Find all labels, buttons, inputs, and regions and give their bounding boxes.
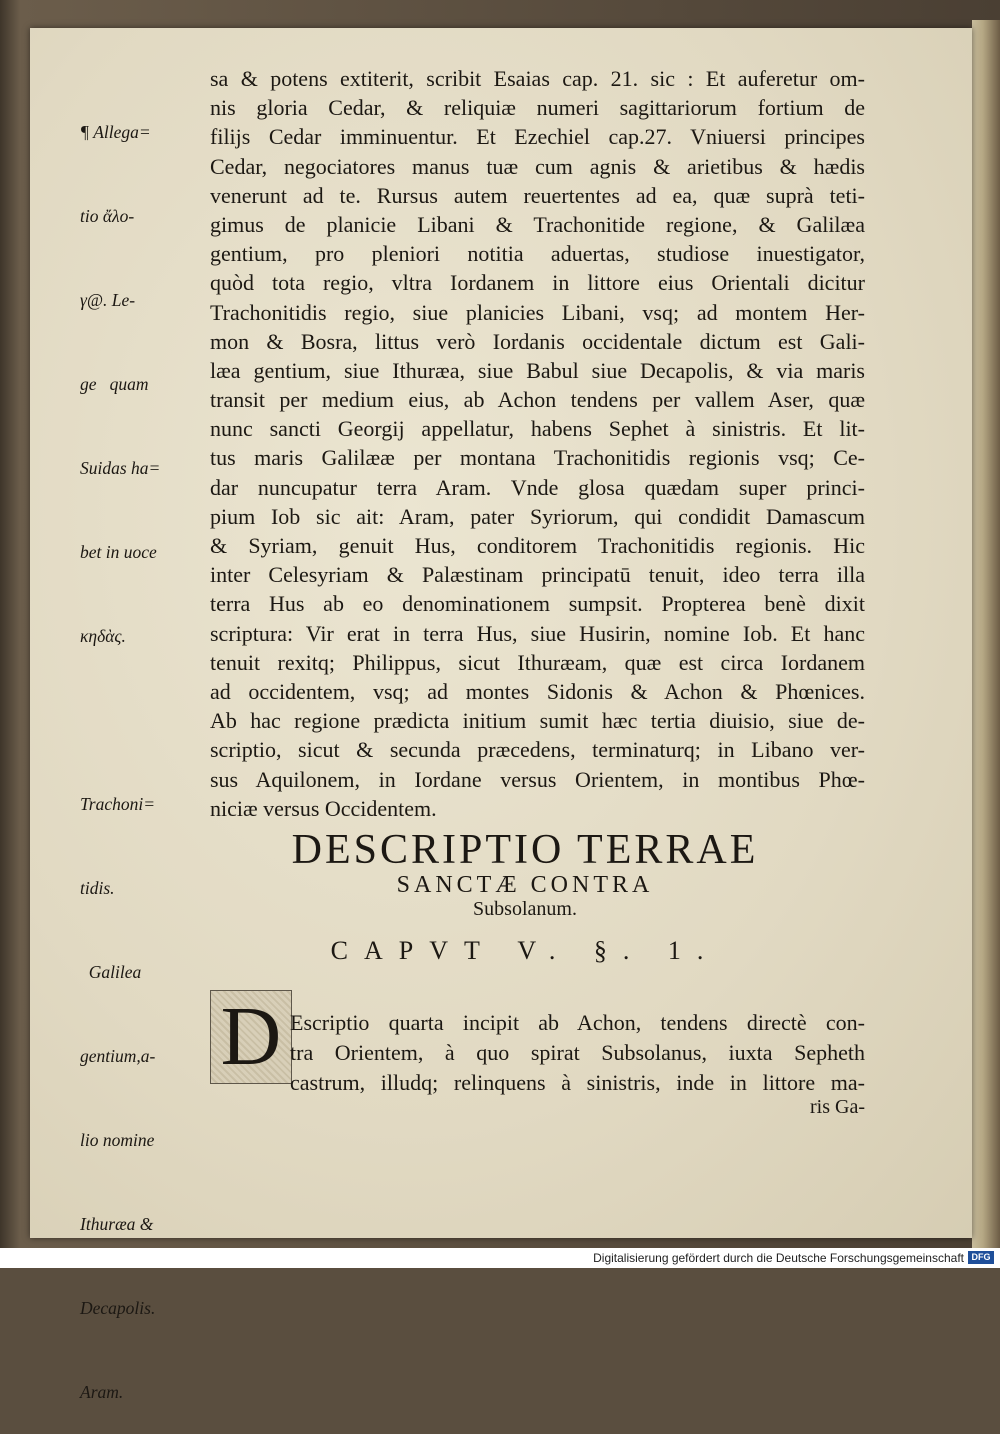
- text-line: gimus de planicie Libani & Trachonitide regione, & Galilæa: [210, 211, 865, 237]
- margin-note: Decapolis.: [80, 1298, 156, 1318]
- text-line: Trachonitidis regio, siue planicies Libani, vsq; ad montem Her-: [210, 299, 865, 325]
- text-line: filijs Cedar imminuentur. Et Ezechiel cap.27. Vniuersi principes: [210, 124, 865, 150]
- margin-note: ge quam: [80, 374, 149, 394]
- text-line: inter Celesyriam & Palæstinam principatū tenuit, ideo terra illa: [210, 562, 865, 588]
- margin-note: [80, 706, 210, 734]
- text-line: læa gentium, siue Ithuræa, siue Babul siue Decapolis, & via maris: [210, 357, 865, 383]
- body-paragraph: [210, 64, 865, 823]
- text-line: Cedar, negociatores manus tuæ cum agnis & arietibus & hædis: [210, 153, 865, 179]
- text-line: scriptio, sicut & secunda præcedens, terminaturq; in Libano ver-: [210, 737, 865, 763]
- text-line: nis gloria Cedar, & reliquiæ numeri sagittariorum fortium de: [210, 95, 865, 121]
- text-line: tenuit rexitq; Philippus, sicut Ithuræam, quæ est circa Iordanem: [210, 649, 865, 675]
- margin-note: Suidas ha=: [80, 458, 161, 478]
- text-line: Ab hac regione prædicta initium sumit hæc tertia diuisio, siue de-: [210, 708, 865, 734]
- dfg-logo-icon: DFG: [968, 1251, 994, 1264]
- text-line: tra Orientem, à quo spirat Subsolanus, iuxta Sepheth: [290, 1040, 865, 1065]
- text-line: gentium, pro pleniori notitia aduertas, studiose inuestigator,: [210, 241, 865, 267]
- section-subtitle: SANCTÆ CONTRA: [396, 872, 654, 898]
- page-edge: [972, 20, 1000, 1248]
- chapter-heading: CAPVT V. §. 1.: [330, 936, 720, 965]
- margin-note: Galilea: [80, 962, 142, 982]
- section-title: DESCRIPTIO TERRAE: [291, 827, 759, 873]
- text-line: nunc sancti Georgij appellatur, habens Sephet à sinistris. Et lit-: [210, 416, 865, 442]
- margin-note: γ@. Le-: [80, 290, 136, 310]
- text-line: pium Iob sic ait: Aram, pater Syriorum, qui condidit Damascum: [210, 503, 865, 529]
- margin-notes: [80, 62, 210, 1434]
- text-line: sus Aquilonem, in Iordane versus Orientem, in montibus Phœ-: [210, 766, 865, 792]
- margin-note: ¶ Allega=: [80, 122, 151, 142]
- text-line: tus maris Galilææ per montana Trachonitidis regionis vsq; Ce-: [210, 445, 865, 471]
- funding-credit: Digitalisierung gefördert durch die Deutsche Forschungsgemeinschaft: [593, 1251, 964, 1265]
- text-line: sa & potens extiterit, scribit Esaias cap. 21. sic : Et auferetur om-: [210, 66, 865, 91]
- margin-note: tidis.: [80, 878, 115, 898]
- text-line: ad occidentem, vsq; ad montes Sidonis & Achon & Phœnices.: [210, 678, 865, 704]
- text-line: scriptura: Vir erat in terra Hus, siue Husirin, nomine Iob. Et hanc: [210, 620, 865, 646]
- text-line: mon & Bosra, littus verò Iordanis occidentale dictum est Gali-: [210, 328, 865, 354]
- text-line: transit per medium eius, ab Achon tendens per vallem Aser, quæ: [210, 387, 865, 413]
- text-line: terra Hus ab eo denominationem sumpsit. Propterea benè dixit: [210, 591, 865, 617]
- text-line: castrum, illudq; relinquens à sinistris, inde in littore ma-: [290, 1070, 865, 1095]
- margin-note: Ithuræa &: [80, 1214, 154, 1234]
- margin-note: lio nomine: [80, 1130, 155, 1150]
- margin-note: Trachoni=: [80, 794, 156, 814]
- margin-note: κηδὰς.: [80, 626, 126, 646]
- text-line: niciæ versus Occidentem.: [210, 795, 437, 821]
- text-line: & Syriam, genuit Hus, conditorem Trachonitidis regionis. Hic: [210, 533, 865, 558]
- text-line: quòd tota regio, vltra Iordanem in littore eius Orientali dicitur: [210, 270, 865, 296]
- text-line: dar nuncupatur terra Aram. Vnde glosa quædam super princi-: [210, 474, 865, 500]
- text-line: venerunt ad te. Rursus autem reuertentes ad ea, quæ suprà teti-: [210, 182, 865, 208]
- section-subtitle-2: Subsolanum.: [473, 898, 577, 920]
- chapter-paragraph: [290, 1008, 865, 1098]
- margin-note: tio ἄλο-: [80, 206, 135, 226]
- decorated-initial: D: [210, 990, 292, 1084]
- margin-note: bet in uoce: [80, 542, 157, 562]
- margin-note: gentium,a-: [80, 1046, 156, 1066]
- catchword: ris Ga-: [810, 1096, 865, 1118]
- text-line: Escriptio quarta incipit ab Achon, tendens directè con-: [290, 1010, 865, 1035]
- margin-note: Aram.: [80, 1382, 124, 1402]
